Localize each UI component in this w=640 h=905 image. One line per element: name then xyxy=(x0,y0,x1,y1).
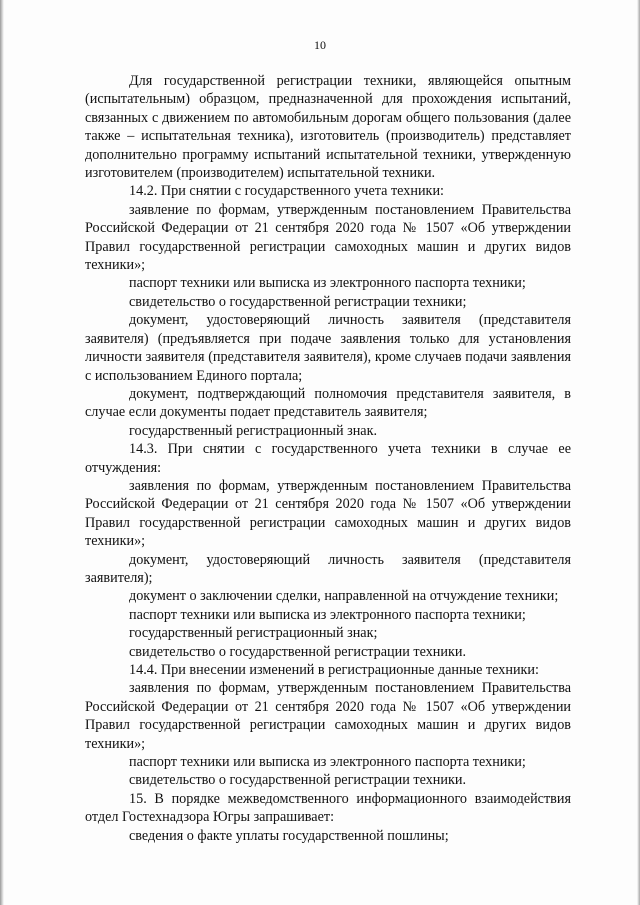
paragraph: 14.2. При снятии с государственного учета техники: xyxy=(129,183,444,200)
paragraph: заявления по формам, утвержденным постановлением Правительства Российской Федерации от 21 сентября 2020 года № 1507 «Об утверждении Правил государственной регистрации самоходных машин и других видов техники»; xyxy=(85,477,571,550)
paragraph: документ о заключении сделки, направленной на отчуждение техники; xyxy=(129,588,559,605)
paragraph: государственный регистрационный знак. xyxy=(129,422,378,439)
paragraph: 14.3. При снятии с государственного учета техники в случае ее отчуждения: xyxy=(85,441,571,476)
paragraph: 15. В порядке межведомственного информационного взаимодействия отдел Гостехнадзора Югры запрашивает: xyxy=(85,790,571,826)
paragraph: паспорт техники или выписка из электронного паспорта техники; xyxy=(129,606,526,623)
paragraph: сведения о факте уплаты государственной пошлины; xyxy=(129,827,449,844)
page-number: 10 xyxy=(314,38,326,52)
paragraph: документ, удостоверяющий личность заявителя (представителя заявителя) (предъявляется при подаче заявления только для установления личности заявителя (представителя заявителя), кроме случаев подачи заявления с использованием Единого портала; xyxy=(85,312,571,384)
paragraph: паспорт техники или выписка из электронного паспорта техники; xyxy=(129,275,526,292)
paragraph: свидетельство о государственной регистрации техники; xyxy=(129,293,467,310)
paragraph: документ, удостоверяющий личность заявителя (представителя заявителя); xyxy=(85,551,571,586)
paragraph: заявления по формам, утвержденным постановлением Правительства Российской Федерации от 21 сентября 2020 года № 1507 «Об утверждении Правил государственной регистрации самоходных машин и других видов техники»; xyxy=(85,680,571,752)
paragraph: 14.4. При внесении изменений в регистрационные данные техники: xyxy=(129,662,539,678)
document-body xyxy=(85,72,571,845)
scan-edge-left xyxy=(0,0,4,905)
paragraph: свидетельство о государственной регистрации техники. xyxy=(129,643,467,660)
paragraph: заявление по формам, утвержденным постановлением Правительства Российской Федерации от 21 сентября 2020 года № 1507 «Об утверждении Правил государственной регистрации самоходных машин и других видов техники»; xyxy=(85,201,571,274)
paragraph: государственный регистрационный знак; xyxy=(129,625,378,642)
paragraph: паспорт техники или выписка из электронного паспорта техники; xyxy=(129,754,526,771)
paragraph: свидетельство о государственной регистрации техники. xyxy=(129,772,467,789)
paragraph: документ, подтверждающий полномочия представителя заявителя, в случае если документы подает представитель заявителя; xyxy=(85,385,571,421)
paragraph: Для государственной регистрации техники, являющейся опытным (испытательным) образцом, предназначенной для прохождения испытаний, связанных с движением по автомобильным дорогам общего пользования (далее также – испытательная техника), изготовитель (производитель) представляет дополнительно программу испытаний испытательной техники, утвержденную изготовителем (производителем) испытательной техники. xyxy=(85,73,571,182)
